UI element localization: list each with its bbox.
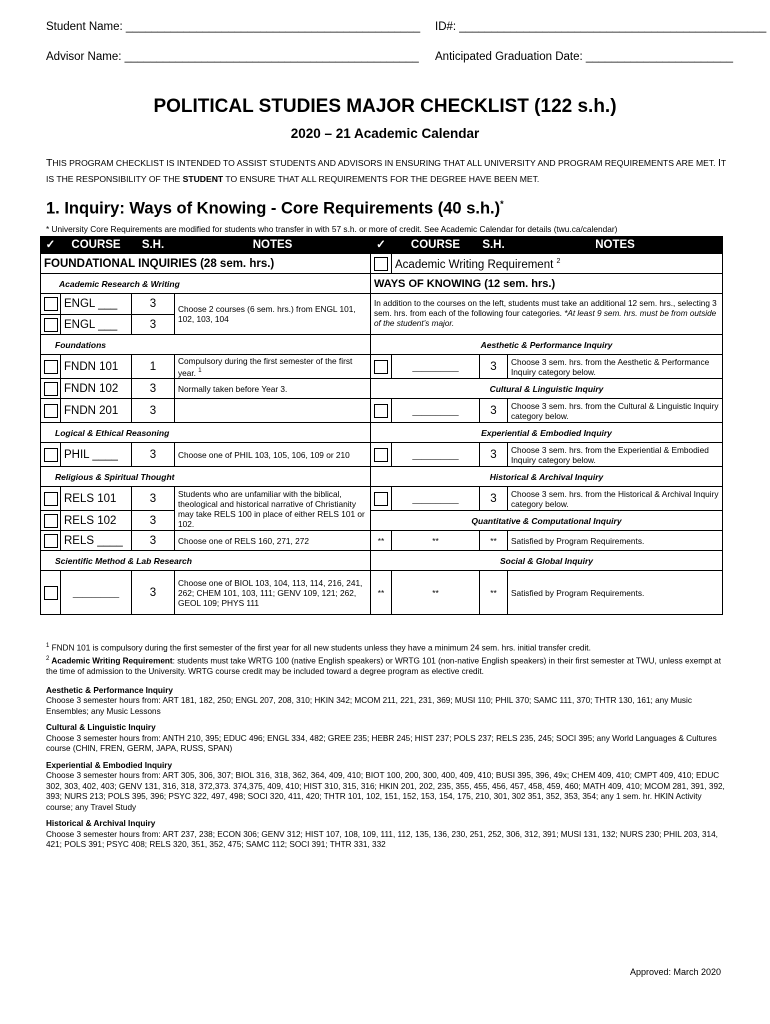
stars-cell: ** [392, 571, 480, 615]
checkbox[interactable] [374, 257, 388, 271]
course-cell[interactable]: ENGL ___ [61, 294, 132, 315]
sh-cell: 3 [132, 531, 175, 551]
table-row [41, 443, 723, 467]
checkbox[interactable] [44, 404, 58, 418]
stars-cell: ** [480, 571, 508, 615]
intro-paragraph: THIS PROGRAM CHECKLIST IS INTENDED TO ASSIST STUDENTS AND ADVISORS IN ENSURING THAT ALL UNIVERSITY AND PROGRAM REQUIREMENTS ARE MET. IT IS THE RESPONSIBILITY OF THE STUDENT TO ENSURE THAT ALL REQUIREMENTS FOR THE DEGREE HAVE BEEN MET. [46, 157, 726, 184]
course-cell: FNDN 101 [61, 355, 132, 379]
course-cell[interactable]: ENGL ___ [61, 315, 132, 335]
notes-cell: Choose one of BIOL 103, 104, 113, 114, 216, 241, 262; CHEM 101, 103, 111; GENV 109, 121; 262, GEOL 109; PHYS 111 [175, 571, 371, 615]
table-row [41, 467, 723, 487]
checkbox[interactable] [44, 318, 58, 332]
approval-date: Approved: March 2020 [630, 967, 722, 977]
course-cell[interactable]: __________ [392, 399, 480, 423]
sh-cell: 3 [480, 355, 508, 379]
experiential-list: Choose 3 semester hours from: ART 305, 306, 307; BIOL 316, 318, 362, 364, 409, 410; BIOT 100, 200, 300, 400, 409, 410; BUSI 395, 396, 49x; CHEM 409, 410; CMPT 409, 410; EDUC 302, 303, 402, 403; GENV 131, 316, 318, 372,373. 374,375, 409, 410; HIST 310, 315, 316; HKIN 201, 202, 235, 355, 455, 456, 457, 458, 459, 460; MATH 409, 410; MCOM 281, 391, 392, 393; NURS 213; POLS 395, 396; PSYC 322, 497, 498; SOCI 320, 411, 420; THTR 101, 102, 151, 152, 153, 154, 175, 210, 301, 302 351, 352, 353, 354; any 1 sem. hr. HKIN Activity course; any Travel Study [46, 771, 725, 812]
course-header: COURSE [61, 237, 132, 254]
category-label: Cultural & Linguistic Inquiry [371, 379, 723, 399]
notes-cell: Satisfied by Program Requirements. [508, 531, 723, 551]
footnote-1: $^1$ FNDN 101 is compulsory during the first semester of the first year for all new students unless they have a minimum 24 sem. hrs. initial transfer credit. [46, 643, 591, 653]
table-row [41, 335, 723, 355]
section-heading: 1. Inquiry: Ways of Knowing - Core Requirements (40 s.h.)* [46, 199, 504, 218]
graduation-date-field[interactable]: Anticipated Graduation Date: _______________________ [435, 51, 733, 63]
table-row [41, 423, 723, 443]
category-label: Academic Research & Writing [41, 274, 371, 294]
category-label: Historical & Archival Inquiry [371, 467, 723, 487]
notes-cell: Choose 3 sem. hrs. from the Experiential & Embodied Inquiry category below. [508, 443, 723, 467]
checkbox[interactable] [44, 586, 58, 600]
notes-cell: Choose 3 sem. hrs. from the Aesthetic & Performance Inquiry category below. [508, 355, 723, 379]
table-row [41, 274, 723, 294]
sh-cell: 3 [132, 379, 175, 399]
course-cell[interactable]: __________ [392, 355, 480, 379]
notes-cell [175, 399, 371, 423]
table-row [41, 294, 723, 315]
ways-of-knowing-heading: WAYS OF KNOWING (12 sem. hrs.) [371, 274, 723, 294]
table-row [41, 551, 723, 571]
advisor-name-field[interactable]: Advisor Name: ______________________________________________ [46, 51, 419, 63]
page-title: POLITICAL STUDIES MAJOR CHECKLIST (122 s.h.) [153, 96, 617, 117]
sh-cell: 3 [132, 443, 175, 467]
table-row [41, 355, 723, 379]
footnote-2: $^2$ Academic Writing Requirement: students must take WRTG 100 (native English speakers) or WRTG 101 (non-native English speakers) in their first semester at TWU, unless exempt at the time of admission to the University. WRTG course credit may be included toward a degree program as elective credit. [46, 656, 721, 677]
course-cell: FNDN 102 [61, 379, 132, 399]
checkbox[interactable] [374, 492, 388, 506]
category-label: Experiential & Embodied Inquiry [371, 423, 723, 443]
course-cell[interactable]: __________ [392, 487, 480, 511]
table-row [41, 399, 723, 423]
notes-header: NOTES [175, 237, 371, 254]
sh-cell: 3 [132, 571, 175, 615]
foundational-heading: FOUNDATIONAL INQUIRIES (28 sem. hrs.) [41, 254, 371, 274]
historical-heading: Historical & Archival Inquiry [46, 819, 156, 829]
course-cell[interactable]: PHIL ____ [61, 443, 132, 467]
experiential-heading: Experiential & Embodied Inquiry [46, 760, 173, 770]
sh-cell: 1 [132, 355, 175, 379]
check-header: ✓ [371, 237, 392, 254]
table-row [41, 379, 723, 399]
cultural-heading: Cultural & Linguistic Inquiry [46, 723, 156, 733]
cultural-list: Choose 3 semester hours from: ANTH 210, 395; EDUC 496; ENGL 334, 482; GREE 235; HEBR 245; HIST 237; POLS 237; RELS 235, 245; SOCI 395; any World Languages & Cultures course (CHIN, FREN, GERM, JAPA, RUSS, SPAN) [46, 733, 717, 754]
sh-cell: 3 [480, 487, 508, 511]
table-row [41, 254, 723, 274]
course-cell[interactable]: __________ [392, 443, 480, 467]
sh-cell: 3 [132, 487, 175, 511]
checkbox[interactable] [374, 360, 388, 374]
table-row [41, 531, 723, 551]
stars-cell: ** [392, 531, 480, 551]
category-label: Religious & Spiritual Thought [41, 467, 371, 487]
checkbox[interactable] [374, 448, 388, 462]
notes-cell: Choose 3 sem. hrs. from the Cultural & Linguistic Inquiry category below. [508, 399, 723, 423]
course-cell: RELS 101 [61, 487, 132, 511]
checkbox[interactable] [44, 382, 58, 396]
student-name-field[interactable]: Student Name: ______________________________________________ [46, 21, 421, 33]
checkbox[interactable] [44, 492, 58, 506]
stars-cell: ** [371, 531, 392, 551]
notes-cell: Choose 2 courses (6 sem. hrs.) from ENGL 101, 102, 103, 104 [175, 294, 371, 335]
notes-cell: Compulsory during the first semester of the first year. $^1$ [175, 355, 371, 379]
notes-cell: Choose 3 sem. hrs. from the Historical & Archival Inquiry category below. [508, 487, 723, 511]
category-label: Social & Global Inquiry [371, 551, 723, 571]
course-cell[interactable]: RELS ____ [61, 531, 132, 551]
check-header: ✓ [41, 237, 61, 254]
checkbox[interactable] [44, 297, 58, 311]
historical-list: Choose 3 semester hours from: ART 237, 238; ECON 306; GENV 312; HIST 107, 108, 109, 111, 112, 135, 136, 230, 251, 252, 306, 312, 391; MUSI 131, 132; NURS 230; PHIL 203, 314, 421; POLS 391; PSYC 408; RELS 320, 351, 352, 475; SAMC 112; SOCI 391; THTR 331, 332 [46, 829, 718, 850]
page-subtitle: 2020 – 21 Academic Calendar [290, 126, 480, 141]
table-header [41, 237, 723, 254]
sh-cell: 3 [132, 294, 175, 315]
stars-cell: ** [371, 571, 392, 615]
category-label: Foundations [41, 335, 371, 355]
category-label: Quantitative & Computational Inquiry [371, 511, 723, 531]
sh-cell: 3 [132, 399, 175, 423]
notes-cell: Satisfied by Program Requirements. [508, 571, 723, 615]
course-cell: FNDN 201 [61, 399, 132, 423]
sh-cell: 3 [132, 511, 175, 531]
id-field[interactable]: ID#: ________________________________________________ [435, 21, 767, 33]
aesthetic-list: Choose 3 semester hours from: ART 181, 182, 250; ENGL 207, 208, 310; HKIN 342; MCOM 211, 221, 231, 369; MUSI 110; PHIL 370; SAMC 111, 370; THTR 130, 161; any Music Ensembles; any Music Lessons [46, 696, 692, 716]
aesthetic-heading: Aesthetic & Performance Inquiry [46, 685, 173, 695]
table-row [41, 511, 723, 531]
checkbox[interactable] [374, 404, 388, 418]
section-note: * University Core Requirements are modified for students who transfer in with 57 s.h. or more of credit. See Academic Calendar for details (twu.ca/calendar) [46, 224, 618, 234]
category-label: Logical & Ethical Reasoning [41, 423, 371, 443]
sh-cell: 3 [132, 315, 175, 335]
checkbox[interactable] [44, 514, 58, 528]
course-header: COURSE [392, 237, 480, 254]
footnotes [46, 641, 730, 851]
ways-of-knowing-note: In addition to the courses on the left, students must take an additional 12 sem. hrs., selecting 3 sem. hrs. from each of the following four categories. *At least 9 sem. hrs. must be from outside of the student’s major. [371, 294, 723, 335]
notes-cell: Normally taken before Year 3. [175, 379, 371, 399]
course-cell[interactable]: __________ [61, 571, 132, 615]
sh-cell: 3 [480, 399, 508, 423]
sh-header: S.H. [480, 237, 508, 254]
sh-header: S.H. [132, 237, 175, 254]
checkbox[interactable] [44, 448, 58, 462]
notes-cell: Choose one of PHIL 103, 105, 106, 109 or 210 [175, 443, 371, 467]
academic-writing-requirement: Academic Writing Requirement $^2$ [392, 254, 723, 274]
checkbox[interactable] [44, 360, 58, 374]
notes-cell: Choose one of RELS 160, 271, 272 [175, 531, 371, 551]
category-label: Scientific Method & Lab Research [41, 551, 371, 571]
category-label: Aesthetic & Performance Inquiry [371, 335, 723, 355]
checklist-table [40, 236, 723, 615]
sh-cell: 3 [480, 443, 508, 467]
notes-cell: Students who are unfamiliar with the biblical, theological and historical narrative of Christianity may take RELS 100 in place of either RELS 101 or 102. [175, 487, 371, 531]
notes-header: NOTES [508, 237, 723, 254]
checkbox[interactable] [44, 534, 58, 548]
course-cell: RELS 102 [61, 511, 132, 531]
table-row [41, 571, 723, 615]
table-row [41, 487, 723, 511]
stars-cell: ** [480, 531, 508, 551]
